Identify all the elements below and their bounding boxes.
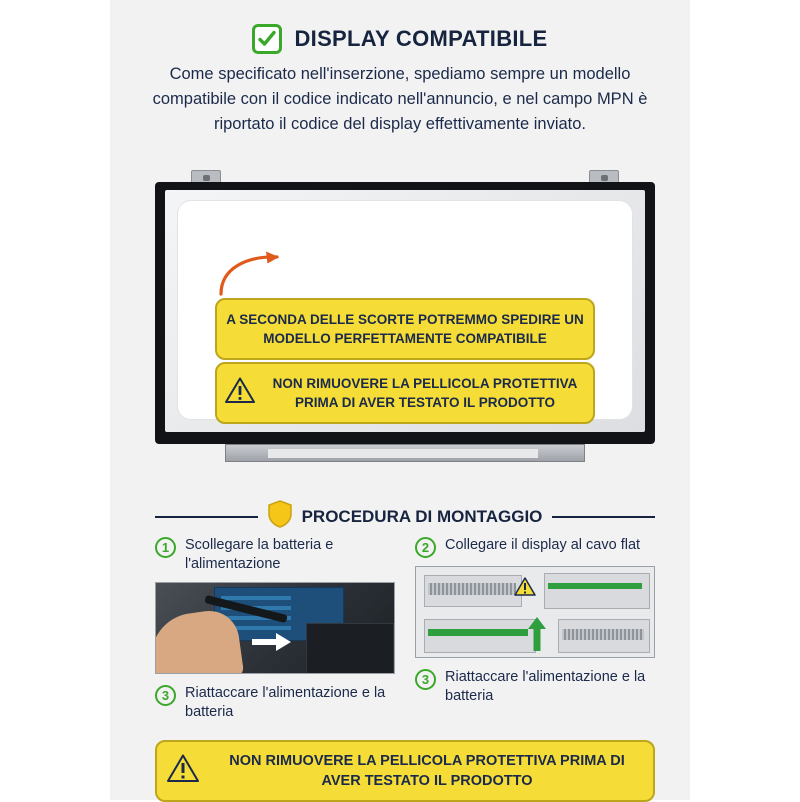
procedure-title: PROCEDURA DI MONTAGGIO xyxy=(301,506,543,526)
step-text: Riattaccare l'alimentazione e la batteria xyxy=(445,669,646,704)
page-title: DISPLAY COMPATIBILE xyxy=(294,26,548,51)
procedure-columns xyxy=(155,536,655,730)
divider-left xyxy=(155,516,258,518)
laptop-internals-photo xyxy=(155,582,395,674)
procedure-column-1 xyxy=(155,536,395,730)
display-glass xyxy=(165,190,645,432)
curved-arrow-icon xyxy=(217,250,287,296)
flat-cable-strip xyxy=(562,629,644,640)
connector-shape xyxy=(424,619,536,653)
step-number: 3 xyxy=(415,669,436,690)
divider-right xyxy=(552,516,655,518)
step-item xyxy=(415,668,655,706)
warning-triangle-icon xyxy=(167,754,199,788)
green-connector-bar xyxy=(428,629,528,636)
warning-triangle-icon xyxy=(225,377,255,409)
step-text: Collegare il display al cavo flat xyxy=(445,537,641,553)
check-icon xyxy=(252,24,282,54)
step-text: Riattaccare l'alimentazione e la batteria xyxy=(185,685,386,720)
step-item xyxy=(415,536,655,558)
display-base xyxy=(225,444,585,462)
flat-cable-connector-photo xyxy=(415,566,655,658)
footer-warning-text: NON RIMUOVERE LA PELLICOLA PROTETTIVA PRIMA DI AVER TESTATO IL PRODOTTO xyxy=(229,753,625,789)
shield-icon xyxy=(268,500,292,533)
footer-warning-banner xyxy=(155,740,655,802)
procedure-header xyxy=(155,500,655,533)
step-text: Scollegare la batteria e l'alimentazione xyxy=(185,537,334,572)
warning-triangle-icon xyxy=(514,577,536,602)
step-item xyxy=(155,536,395,574)
battery-shape xyxy=(306,623,394,674)
film-notice-text: NON RIMUOVERE LA PELLICOLA PROTETTIVA PRIMA DI AVER TESTATO IL PRODOTTO xyxy=(272,376,578,410)
step-number: 1 xyxy=(155,537,176,558)
header xyxy=(110,24,690,54)
intro-text: Come specificato nell'inserzione, spediamo sempre un modello compatibile con il codice indicato nell'annuncio, e nel campo MPN è riportato il codice del display effettivamente inviato. xyxy=(152,65,648,133)
green-connector-bar xyxy=(548,583,642,589)
connector-shape xyxy=(544,573,650,609)
arrow-right-icon xyxy=(252,633,292,656)
step-number: 2 xyxy=(415,537,436,558)
film-notice xyxy=(215,362,595,424)
step-number: 3 xyxy=(155,685,176,706)
procedure-column-2 xyxy=(415,536,655,730)
arrow-up-icon xyxy=(528,617,546,656)
step-item xyxy=(155,684,395,722)
display-illustration xyxy=(155,170,655,480)
flat-cable-strip xyxy=(428,583,516,595)
stock-notice: A SECONDA DELLE SCORTE POTREMMO SPEDIRE UN MODELLO PERFETTAMENTE COMPATIBILE xyxy=(215,298,595,360)
display-bezel xyxy=(155,182,655,444)
content-sheet xyxy=(110,0,690,800)
